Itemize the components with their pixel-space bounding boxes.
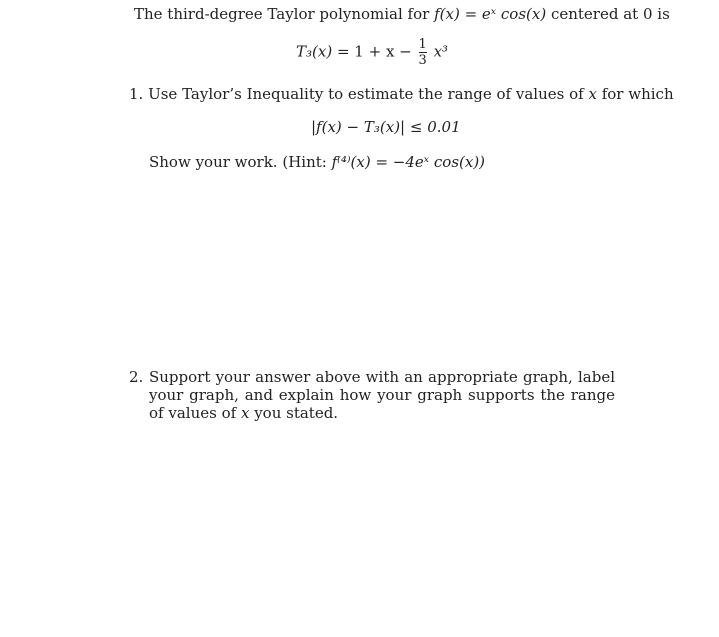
polynomial-rhs-prefix: = 1 + x − <box>336 42 412 61</box>
fraction-numerator: 1 <box>418 37 427 52</box>
question1-work-line <box>149 153 485 171</box>
question1-work-text: Show your work. (Hint: <box>149 153 327 171</box>
intro-text-before: The third-degree Taylor polynomial for <box>134 5 430 23</box>
question2-text-end: you stated. <box>254 404 339 422</box>
polynomial-lhs: T₃(x) <box>296 42 333 61</box>
taylor-polynomial <box>296 38 448 67</box>
intro-text-after: centered at 0 is <box>550 5 670 23</box>
intro-line <box>134 5 670 23</box>
polynomial-rhs-suffix: x³ <box>433 42 449 61</box>
polynomial-fraction <box>419 38 427 67</box>
question1-hint: f⁽⁴⁾(x) = −4eˣ cos(x)) <box>331 153 486 171</box>
question1-inequality: |f(x) − T₃(x)| ≤ 0.01 <box>311 118 461 136</box>
question2-number: 2. <box>129 368 144 386</box>
function-definition: f(x) = eˣ cos(x) <box>434 5 547 23</box>
question1-text-after: for which <box>601 85 674 103</box>
question1-text-before: Use Taylor’s Inequality to estimate the range of values of <box>148 85 584 103</box>
question2-paragraph <box>149 368 615 422</box>
question2-text: Support your answer above with an appropriate graph, label your graph, and explain how your graph supports the range of values of <box>149 368 615 422</box>
question1-number: 1. <box>129 85 144 103</box>
question1-line <box>129 85 674 103</box>
fraction-denominator: 3 <box>418 53 427 68</box>
question2-variable: x <box>240 404 250 422</box>
question1-variable: x <box>588 85 597 103</box>
